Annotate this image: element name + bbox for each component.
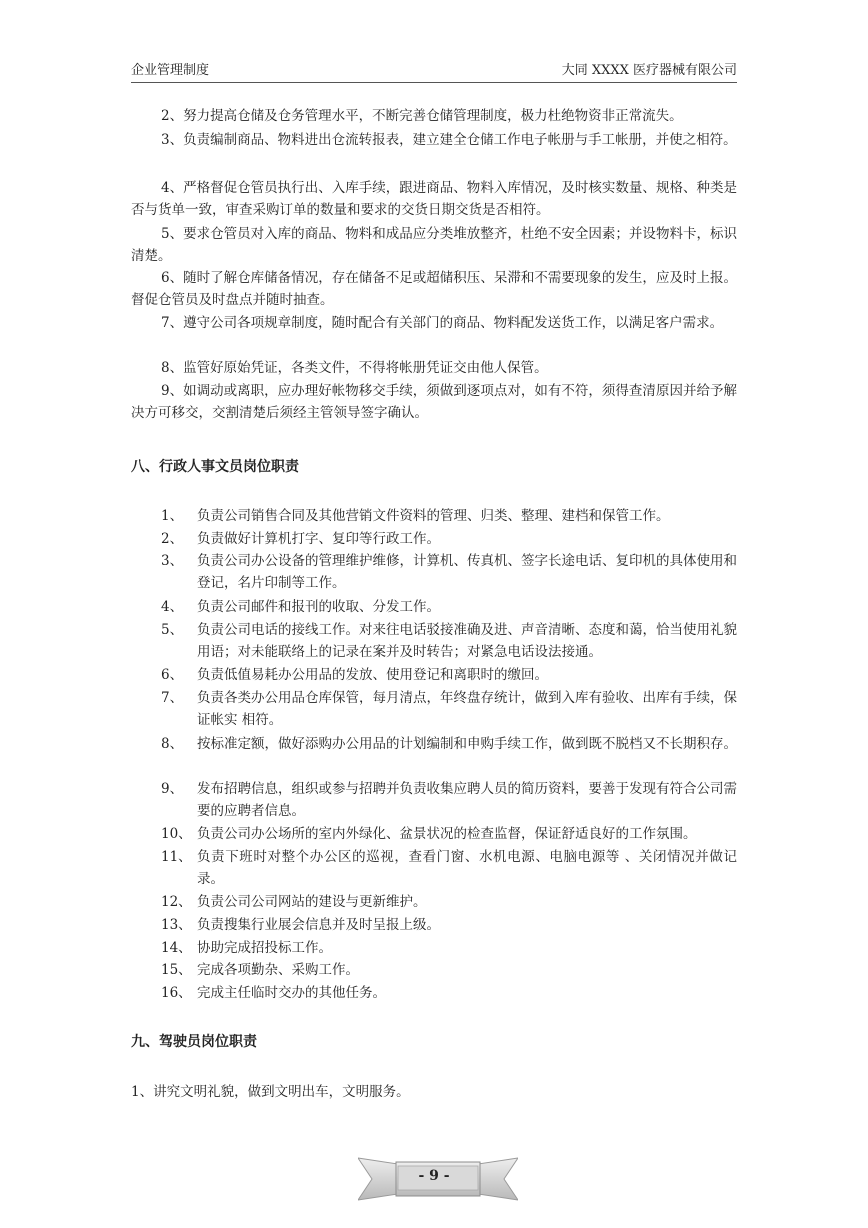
paragraph-3: 3、负责编制商品、物料进出仓流转报表，建立建全仓储工作电子帐册与手工帐册，并使之相符。: [161, 132, 737, 148]
paragraph-8: 8、监管好原始凭证，各类文件，不得将帐册凭证交由他人保管。: [161, 360, 548, 376]
paragraph-9: 9、如调动或离职，应办理好帐物移交手续，须做到逐项点对，如有不符，须得查清原因并给予解决方可移交，交割清楚后须经主管领导签字确认。: [131, 383, 737, 421]
page-header: [131, 62, 737, 83]
section9-item-1: 1、讲究文明礼貌，做到文明出车，文明服务。: [131, 1084, 410, 1100]
section-heading-8: 八、行政人事文员岗位职责: [131, 459, 299, 475]
paragraph-7: 7、遵守公司各项规章制度，随时配合有关部门的商品、物料配发送货工作，以满足客户需求。: [161, 315, 724, 331]
paragraph-4: 4、严格督促仓管员执行出、入库手续，跟进商品、物料入库情况，及时核实数量、规格、种类是否与货单一致，审查采购订单的数量和要求的交货日期交货是否相符。: [131, 180, 737, 218]
section-heading-9: 九、驾驶员岗位职责: [131, 1034, 257, 1050]
paragraph-2: 2、努力提高仓储及仓务管理水平，不断完善仓储管理制度，极力杜绝物资非正常流失。: [161, 108, 683, 124]
header-company-name: 大同 XXXX 医疗器械有限公司: [561, 63, 737, 78]
paragraph-5: 5、要求仓管员对入库的商品、物料和成品应分类堆放整齐，杜绝不安全因素；并设物料卡，标识清楚。: [131, 226, 737, 264]
header-left-text: 企业管理制度: [131, 63, 210, 78]
page-number: - 9 -: [418, 1168, 450, 1184]
paragraph-6: 6、随时了解仓库储备情况，存在储备不足或超储积压、呆滞和不需要现象的发生，应及时上报。督促仓管员及时盘点并随时抽查。: [131, 270, 737, 308]
